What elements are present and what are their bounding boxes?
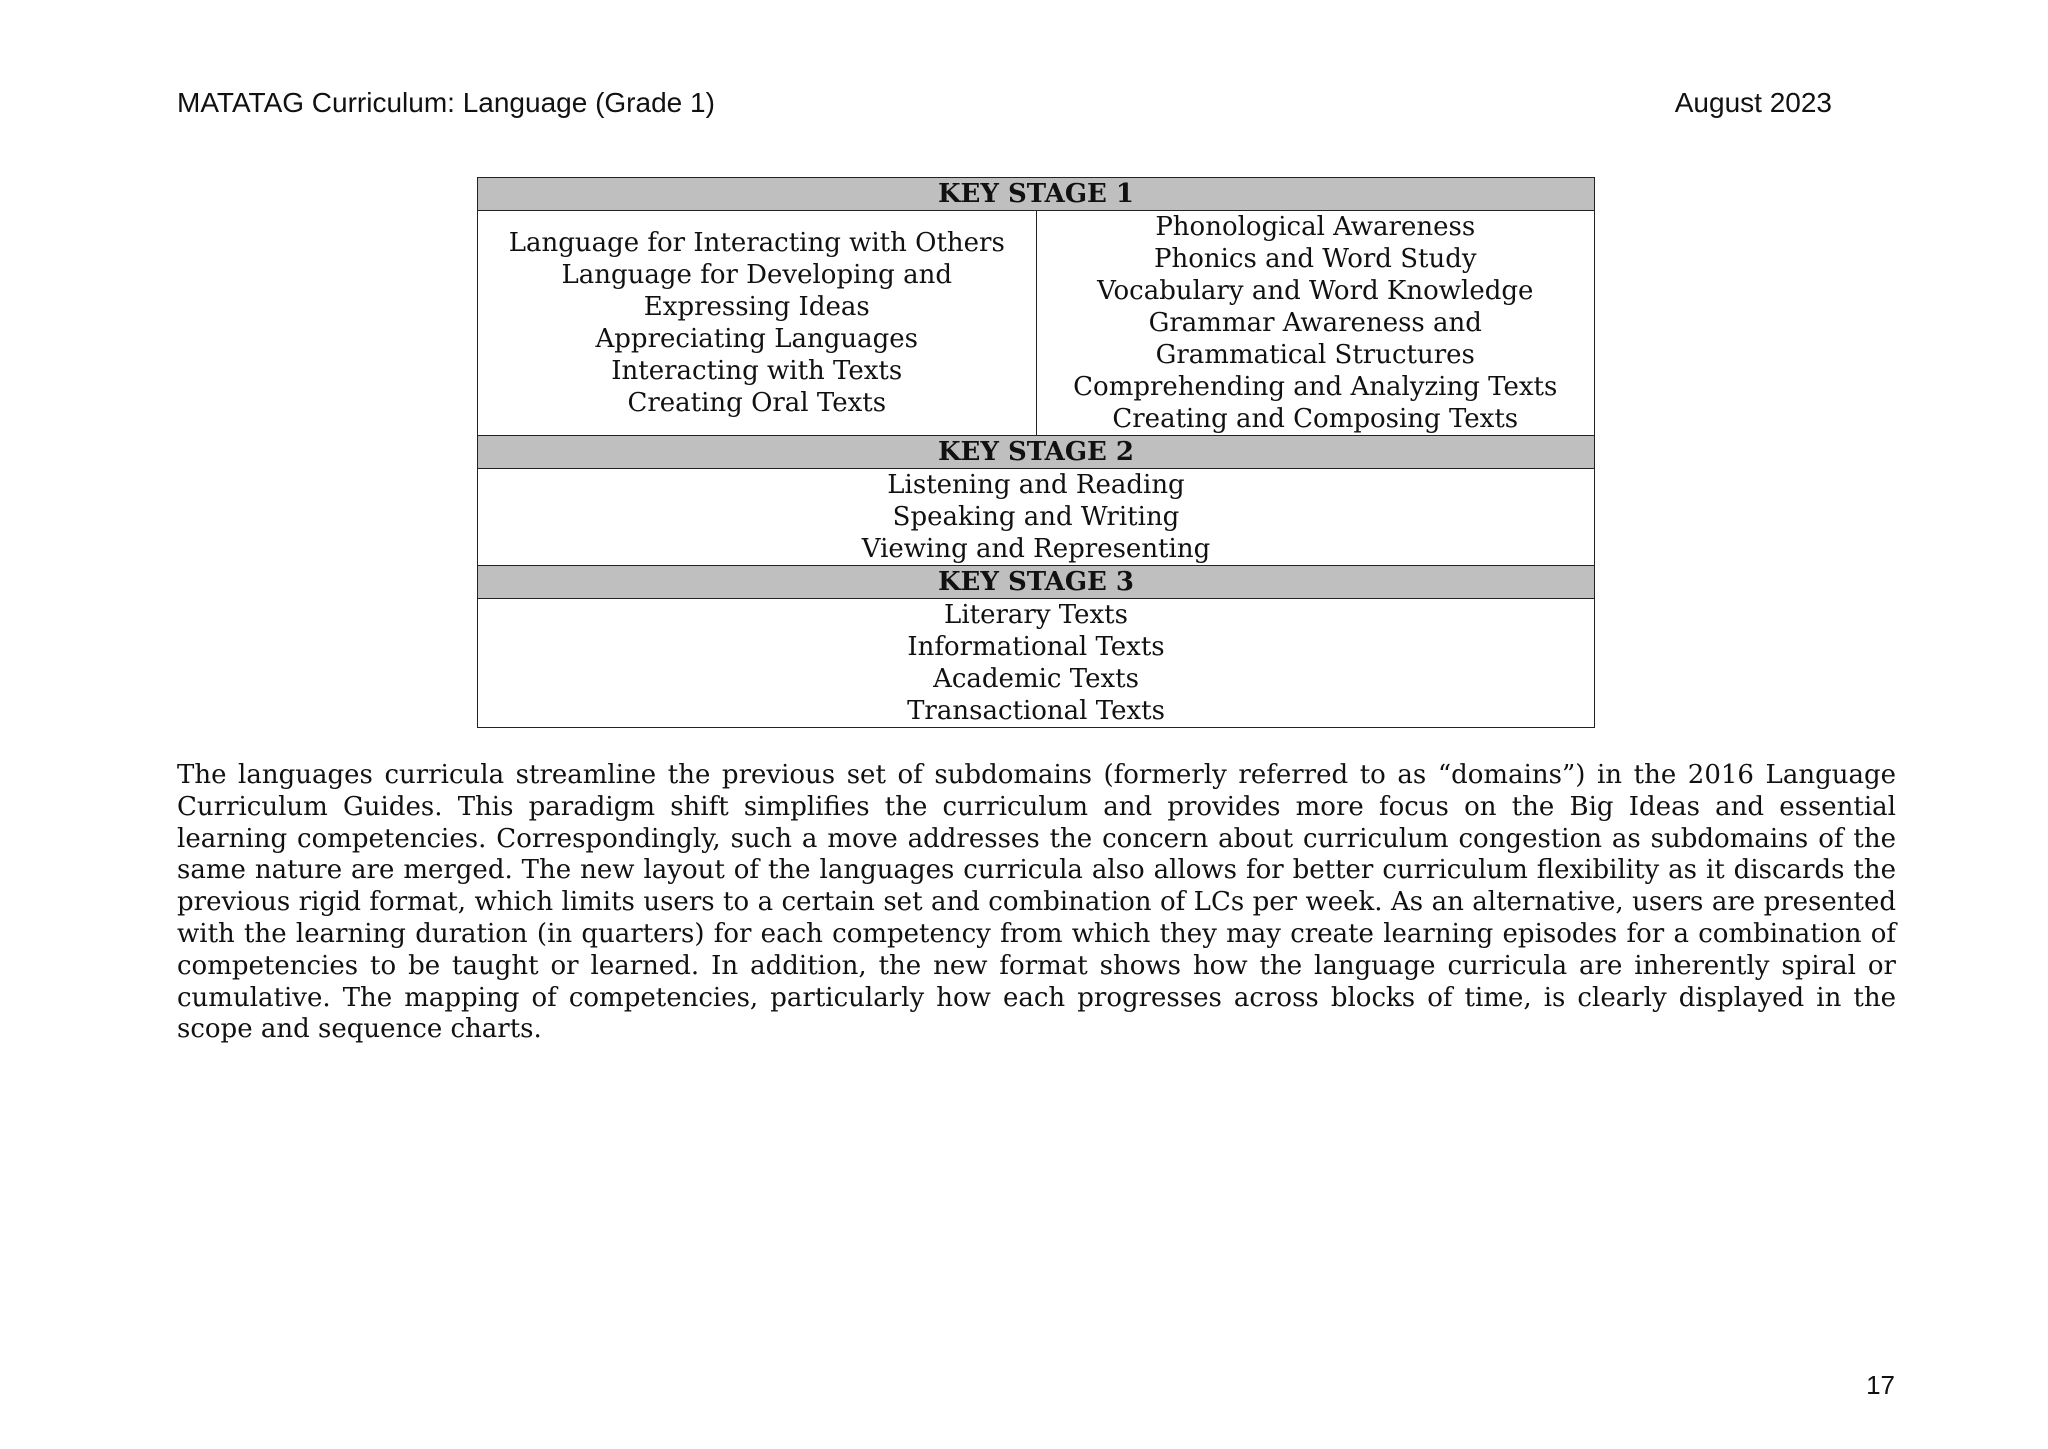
key-stage-3-cell: [478, 599, 1595, 728]
key-stage-3-heading: KEY STAGE 3: [478, 566, 1595, 599]
key-stage-table: [477, 177, 1595, 728]
document-title: MATATAG Curriculum: Language (Grade 1): [177, 87, 715, 118]
ks1-left-item: Language for Interacting with Others: [508, 228, 1005, 258]
ks1-right-item: Vocabulary and Word Knowledge: [1097, 276, 1534, 306]
page-number: 17: [1866, 1370, 1895, 1400]
ks1-left-item: Expressing Ideas: [643, 292, 870, 322]
ks1-left-item: Creating Oral Texts: [627, 388, 887, 418]
key-stage-1-heading: KEY STAGE 1: [478, 178, 1595, 211]
key-stage-1-right-cell: [1036, 211, 1595, 436]
ks1-right-item: Creating and Composing Texts: [1112, 404, 1519, 434]
ks2-item: Speaking and Writing: [892, 502, 1180, 532]
ks1-right-item: Phonics and Word Study: [1153, 244, 1477, 274]
ks3-item: Informational Texts: [907, 632, 1165, 662]
ks3-item: Literary Texts: [944, 600, 1128, 630]
ks1-right-item: Comprehending and Analyzing Texts: [1073, 372, 1558, 402]
ks1-left-item: Appreciating Languages: [595, 324, 918, 354]
ks3-item: Transactional Texts: [907, 696, 1165, 726]
ks2-item: Listening and Reading: [887, 470, 1185, 500]
ks1-right-item: Grammatical Structures: [1155, 340, 1475, 370]
key-stage-1-left-cell: [478, 211, 1037, 436]
ks1-left-item: Interacting with Texts: [611, 356, 903, 386]
key-stage-2-cell: [478, 469, 1595, 566]
ks1-left-item: Language for Developing and: [561, 260, 952, 290]
document-date: August 2023: [1674, 87, 1832, 118]
body-paragraph: The languages curricula streamline the previous set of subdomains (formerly referred to as “domains”) in the 2016 Language Curriculum Guides. This paradigm shift simplifies the curriculum and provides more focus on the Big Ideas and essential learning competencies. Correspondingly, such a move addresses the concern about curriculum congestion as subdomains of the same nature are merged. The new layout of the languages curricula also allows for better curriculum flexibility as it discards the previous rigid format, which limits users to a certain set and combination of LCs per week. As an alternative, users are presented with the learning duration (in quarters) for each competency from which they may create learning episodes for a combination of competencies to be taught or learned. In addition, the new format shows how the language curricula are inherently spiral or cumulative. The mapping of competencies, particularly how each progresses across blocks of time, is clearly displayed in the scope and sequence charts.: [177, 760, 1896, 1045]
ks2-item: Viewing and Representing: [861, 534, 1211, 564]
key-stage-2-heading: KEY STAGE 2: [478, 436, 1595, 469]
ks1-right-item: Grammar Awareness and: [1148, 308, 1482, 338]
ks3-item: Academic Texts: [933, 664, 1139, 694]
ks1-right-item: Phonological Awareness: [1155, 212, 1476, 242]
